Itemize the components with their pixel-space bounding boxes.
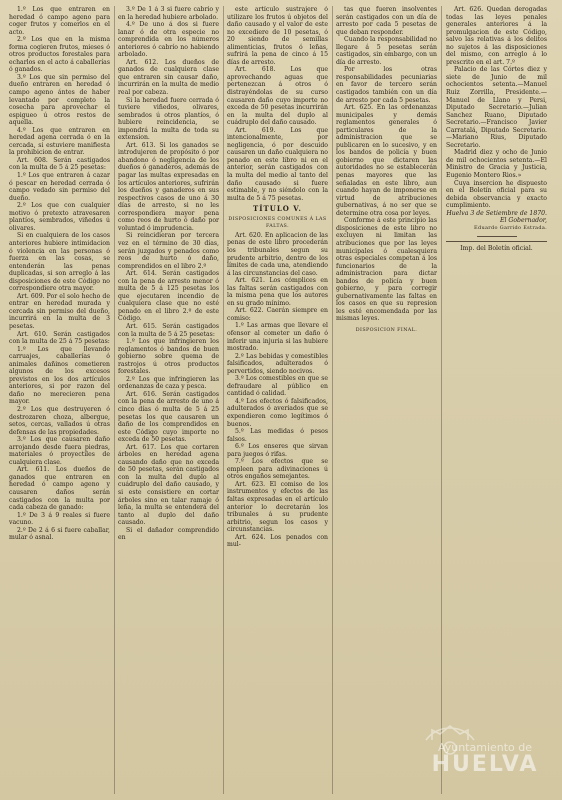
column-divider xyxy=(332,6,333,794)
paragraph: Art. 620. En aplicacion de las penas de este libro procederán los tribunales segun su prudente arbitrio, dentro de los límites de cada una, atendiendo á las circunstancias del caso. xyxy=(227,231,328,277)
paragraph: este artículo sustrajere ó utilizare los frutos ú objetos del daño causado y el valor de este no excediere de 10 pesetas, ó 20 siendo de semillas alimenticias, frutos ó leñas, sufrirá la pena de cinco á 15 días de arresto. xyxy=(227,6,328,66)
paragraph: Art. 611. Los dueños de ganados que entraren en heredad ó campo ageno y causaren daños serán castigados con la multa por cada cabeza de ganado: xyxy=(9,466,110,512)
paragraph: 1.º Los que llevando carruajes, caballerías ó animales dañinos cometieren algunos de los excesos previstos en los dos artículos anteriores, si por razon del daño no merecieren pena mayor. xyxy=(9,345,110,406)
archive-watermark xyxy=(420,742,550,776)
paragraph: 3.º Los que causaren daño arrojando desde fuera piedras, materiales ó proyectiles de cualquiera clase. xyxy=(9,436,110,466)
paragraph: Art. 618. Los que aprovechando aguas que pertenezcan á otros ó distrayéndolas de su curso causaren daño cuyo importe no exceda de 50 pesetas incurrirán en la multa del duplo al cuádruplo del daño causado. xyxy=(227,66,328,127)
paragraph: Art. 614. Serán castigados con la pena de arresto menor ó multa de 5 á 125 pesetas los que ejecutaren incendio de cualquiera clase que no esté penado en el libro 2.º de este Código. xyxy=(118,270,219,323)
paragraph: 3.º De 1 á 3 si fuere cabrío y en la heredad hubiere arbolado. xyxy=(118,6,219,21)
paragraph: 1.º Los que entraren en heredad ó campo ageno para coger frutos y comerlos en el acto. xyxy=(9,6,110,36)
paragraph: Cuando la responsabilidad no llegare á 5 pesetas serán castigados, sin embargo, con un día de arresto. xyxy=(336,36,437,66)
paragraph: Por los otras responsabilidades pecuniarias en favor de tercero serán castigados también con un día de arresto por cada 5 pesetas. xyxy=(336,66,437,104)
text-column-4 xyxy=(336,6,437,796)
paragraph: Si el dañador comprendido en xyxy=(118,526,219,542)
paragraph: 5.º Las medidas ó pesos falsos. xyxy=(227,428,328,443)
paragraph: Art. 616. Serán castigados con la pena de arresto de uno á cinco días ó multa de 5 á 25 pesetas los que causaren un daño de los comprendidos en este Código cuyo importe no exceda de 50 pesetas. xyxy=(118,390,219,444)
paragraph: 2.º De 2 á 6 si fuere caballar, mular ó asnal. xyxy=(9,526,110,542)
paragraph: 2.º Los que en la misma forma cogieren frutos, mieses ó otros productos forestales para echarlos en el acto á caballerías ó ganados. xyxy=(9,36,110,74)
separator-line xyxy=(477,236,517,237)
paragraph: 6.º Los enseres que sirvan para juegos ó rifas. xyxy=(227,443,328,458)
paragraph: 4.º Los efectos ó falsificados, adulterados ó averiados que se expendieren como legítimos ó buenos. xyxy=(227,397,328,428)
paragraph: Palacio de las Córtes diez y siete de Junio de mil ochocientos setenta.—Manuel Ruiz Zorrilla, Presidente.—Manuel de Llano y Persi, Diputado Secretario.—Julian Sanchez Ruano, Diputado Secretario.—Francisco Javier Carratalá, Diputado Secretario.—Mariano Rius, Diputado Secretario. xyxy=(446,66,547,149)
place-date: Huelva 3 de Setiembre de 1870. xyxy=(446,209,547,217)
column-divider xyxy=(441,6,442,794)
paragraph: Art. 613. Si los ganados se introdujeren de propósito ó por abandono ó negligencia de los dueños ó ganaderos, además de pagar las multas expresadas en los artículos anteriores, sufrirán los dueños y ganaderos en sus respectivos casos de uno á 30 días de arresto, si no les correspondiera mayor pena como reos de hurto ó daño por voluntad ó imprudencia. xyxy=(118,141,219,232)
paragraph: 2.º Los que destruyeren ó destrozaren choza, albergue, setos, cercas, vallados ú otras defensas de las propiedades. xyxy=(9,405,110,436)
paragraph: 4.º Los que entraren en heredad agena cerrada ó en la cercada, si estuviere manifiesta la prohibicion de entrar. xyxy=(9,126,110,157)
final-provision-title: DISPOSICION FINAL. xyxy=(355,327,418,333)
paragraph: Conforme á este principio las disposiciones de este libro no excluyen ni limitan las atribuciones que por las leyes municipales ó cualesquiera otras especiales competan á los funcionarios de la administracion para dictar bandos de policía y buen gobierno, y para corregir gubernativamente las faltas en los casos en que su represion les esté encomendada por las mismas leyes. xyxy=(336,217,437,323)
paragraph: Si la heredad fuere cerrada ó tuviere viñedos, olivares, sembrados ú otros plantíos, ó hubiere reincidencia, se impondrá la multa de toda su extension. xyxy=(118,96,219,142)
paragraph: 2.º Los que infringieren las ordenanzas de caza y pesca. xyxy=(118,375,219,391)
paragraph: Art. 621. Los cómplices en las faltas serán castigados con la misma pena que los autores en su grado mínimo. xyxy=(227,277,328,307)
watermark-line-2: HUELVA xyxy=(431,752,539,777)
paragraph: Cuya insercion he dispuesto en el Boletín oficial para su debida observancia y exacto cumplimiento. xyxy=(446,179,547,210)
paragraph: 3.º Los que sin permiso del dueño entraren en heredad ó campo ageno ántes de haber levantado por completo la cosecha para aprovechar el espigueo ú otros restos de aquella. xyxy=(9,73,110,127)
column-divider xyxy=(114,6,115,794)
paragraph: Art. 609. Por el solo hecho de entrar en heredad murada y cercada sin permiso del dueño, incurrirá en la multa de 3 pesetas. xyxy=(9,292,110,330)
paragraph: Art. 610. Serán castigados con la multa de 25 á 75 pesetas: xyxy=(9,330,110,346)
paragraph: Art. 624. Los penados con mul- xyxy=(227,533,328,549)
paragraph: Art. 612. Los dueños de ganados de cualquiera clase que entraren sin causar daño, incurrirán en la multa de medio real por cabeza. xyxy=(118,58,219,97)
paragraph: Madrid diez y ocho de Junio de mil ochocientos setenta.—El Ministro de Gracia y Justicia, Eugenio Montero Rios.» xyxy=(446,149,547,180)
paragraph: tas que fueren insolventes serán castigados con un día de arresto por cada 5 pesetas de que deban responder. xyxy=(336,6,437,36)
printer-imprint: Imp. del Boletín oficial. xyxy=(446,241,547,253)
column-divider xyxy=(223,6,224,794)
paragraph: 2.º Las bebidas y comestibles falsificados, adulterados ó pervertidos, siendo nocivos. xyxy=(227,352,328,375)
paragraph: 1.º Las armas que llevare el ofensor al cometer un daño ó inferir una injuria si las hubiere mostrado. xyxy=(227,322,328,353)
paragraph: Art. 615. Serán castigados con la multa de 5 á 25 pesetas: xyxy=(118,322,219,338)
watermark-line-1: Ayuntamiento de xyxy=(437,741,533,754)
paragraph: Art. 623. El comiso de los instrumentos y efectos de las faltas expresadas en el artículo anterior lo decretarán los tribunales á su prudente arbitrio, segun los casos y circunstancias. xyxy=(227,480,328,534)
paragraph: 1.º Los que entraren á cazar ó pescar en heredad cerrada ó campo vedado sin permiso del dueño. xyxy=(9,172,110,202)
governor-title: El Gobernador, xyxy=(500,217,547,225)
section-subtitle: DISPOSICIONES COMUNES Á LAS FALTAS. xyxy=(228,216,327,230)
text-column-5 xyxy=(446,6,547,796)
paragraph: 1.º Los que infringieren los reglamentos ó bandos de buen gobierno sobre quema de rastrojos ú otros productos forestales. xyxy=(118,338,219,376)
paragraph: 1.º De 3 á 9 reales si fuere vacuno. xyxy=(9,511,110,527)
paragraph: Si reincidieran por tercera vez en el término de 30 días, serán juzgados y penados como reos de hurto ó daño, comprendidos en el libro 2.º xyxy=(118,232,219,270)
paragraph: Art. 626. Quedan derogadas todas las leyes penales generales anteriores á la promulgacion de este Código, salvo las relativas á los delitos no sujetos á las disposiciones del mismo, con arreglo á lo prescrito en el art. 7.º xyxy=(446,6,547,66)
governor-name: Eduardo Garrido Estrada. xyxy=(474,224,547,231)
paragraph: Art. 617. Los que cortaren árboles en heredad agena causando daño que no exceda de 50 pesetas, serán castigados con la multa del duplo al cuádruplo del daño causado, y si este consistiere en cortar árboles sino en talar ramaje ó leña, la multa se entenderá del tanto al duplo del daño causado. xyxy=(118,443,219,527)
text-column-1 xyxy=(9,6,110,796)
paragraph: Art. 608. Serán castigados con la multa de 5 á 25 pesetas: xyxy=(9,156,110,172)
paragraph: 7.º Los efectos que se empleen para adivinaciones ú otros engaños semejantes. xyxy=(227,458,328,481)
paragraph: 2.º Los que con cualquier motivo ó pretexto atravesaren plantíos, sembrados, viñedos ú olivares. xyxy=(9,202,110,232)
paragraph: Art. 625. En las ordenanzas municipales y demás reglamentos generales ó particulares de la administracion que se publicaren en lo sucesivo, y en los bandos de policía y buen gobierno que dictaren las autoridades no se establecerán penas mayores que las señaladas en este libro, aun cuando hayan de imponerse en virtud de atribuciones gubernativas, á no ser que se determine otra cosa por leyes. xyxy=(336,104,437,217)
paragraph: 4.º De uno á dos si fuere lanar ó de otra especie no comprendida en los números anteriores ó cabrío no habiendo arbolado. xyxy=(118,21,219,59)
text-column-3 xyxy=(227,6,328,796)
section-title: TÍTULO V. xyxy=(253,204,302,214)
paragraph: Art. 619. Los que intencionalmente, por negligencia, ó por descuido causaren un daño cualquiera no penado en este libro ni en el anterior, serán castigados con la multa del medio al tanto del daño causado si fuere estimable, y no siéndolo con la multa de 5 á 75 pesetas. xyxy=(227,126,328,202)
text-column-2 xyxy=(118,6,219,796)
paragraph: Art. 622. Caerán siempre en comiso: xyxy=(227,307,328,322)
paragraph: Si en cualquiera de los casos anteriores hubiere intimidacion ó violencia en las personas ó fuerza en las cosas, se entenderán las penas duplicadas, si son arreglo á las disposiciones de este Código no correspondiere otra mayor. xyxy=(9,232,110,293)
paragraph: 3.º Los comestibles en que se defraudare al público en cantidad ó calidad. xyxy=(227,375,328,398)
